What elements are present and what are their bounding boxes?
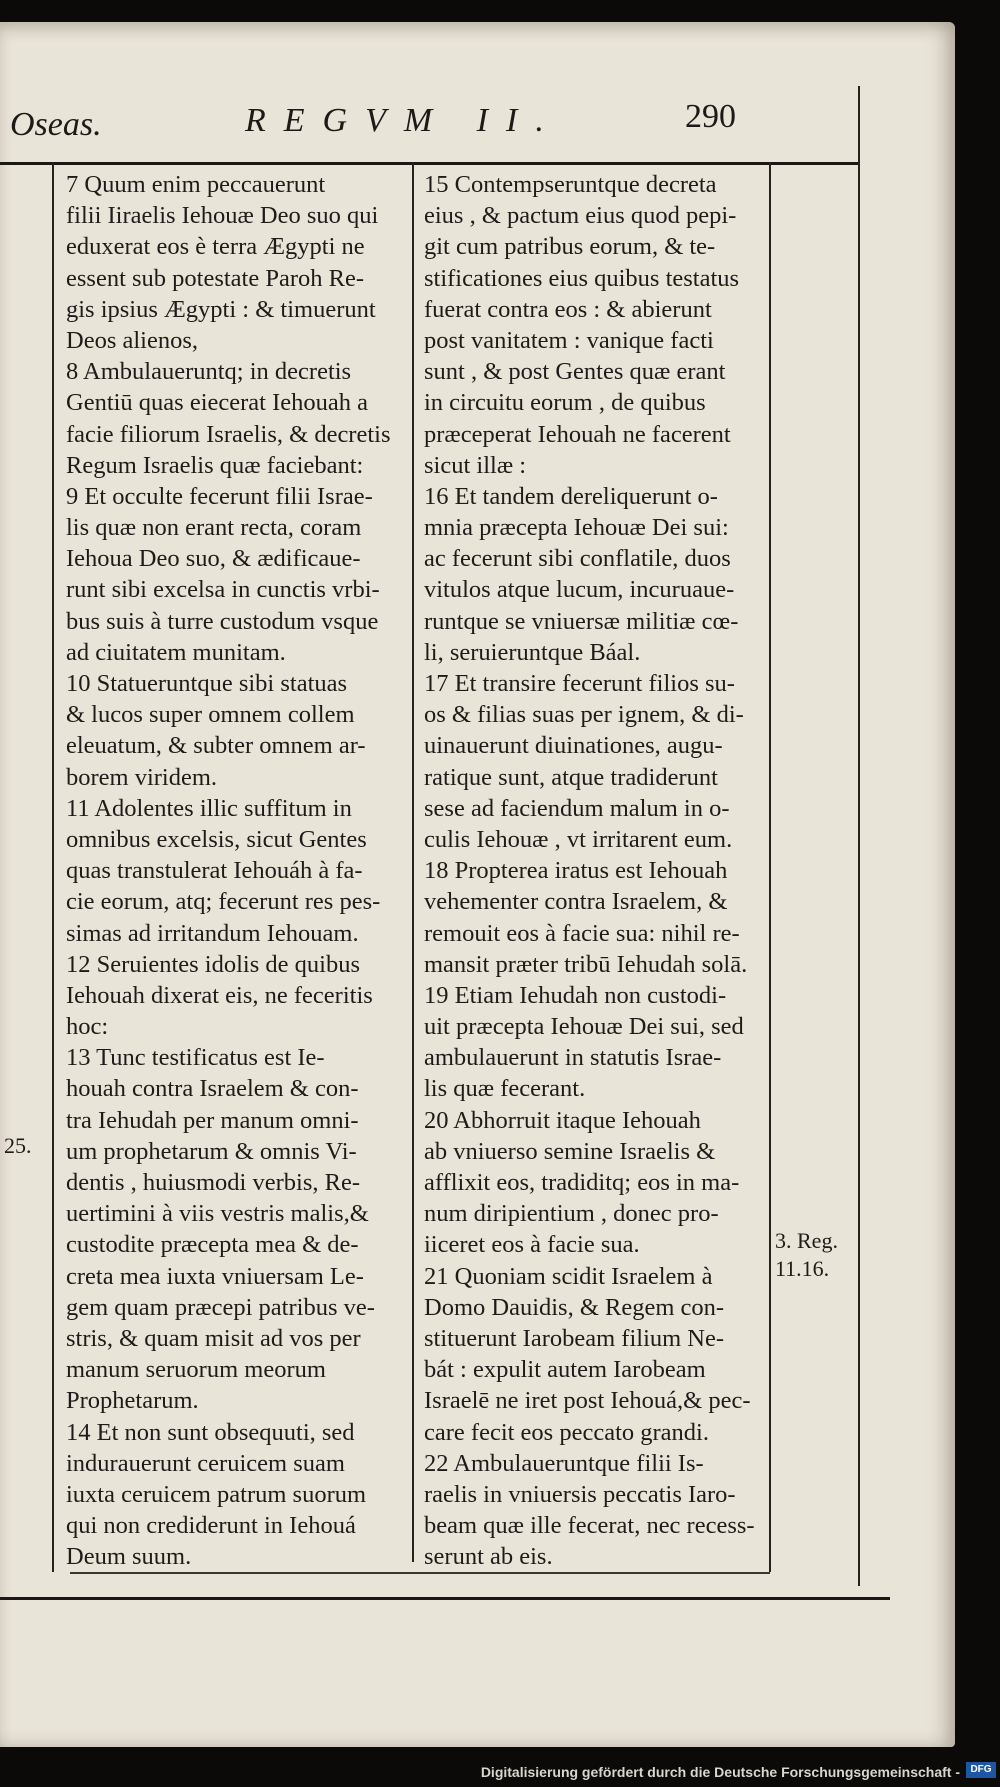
left-column-line: quas transtulerat Iehouáh à fa- [66,857,363,885]
left-column-line: um prophetarum & omnis Vi- [66,1137,357,1165]
right-column-line: stificationes eius quibus testatus [424,264,740,292]
left-margin-note: 25. [4,1133,32,1158]
left-column-line: & lucos super omnem collem [66,701,355,729]
right-column-line: remouit eos à facie sua: nihil re- [424,919,740,947]
left-column-line: essent sub potestate Paroh Re- [66,264,365,292]
left-column-line: simas ad irritandum Iehouam. [66,919,359,947]
right-column-line: 22 Ambulaueruntque filii Is- [424,1449,704,1477]
left-column-line: Gentiū quas eiecerat Iehouah a [66,389,369,417]
left-column-line: eduxerat eos è terra Ægypti ne [66,233,365,261]
right-column-line: afflixit eos, tradiditq; eos in ma- [424,1169,740,1196]
right-column-line: sicut illæ : [424,451,527,479]
left-column-line: 12 Seruientes idolis de quibus [66,950,360,978]
column-divider [412,162,414,1562]
left-column-line: omnibus excelsis, sicut Gentes [66,825,367,853]
margin-rule [858,86,860,1586]
right-column-line: bát : expulit autem Iarobeam [424,1356,706,1384]
footer-credit: Digitalisierung gefördert durch die Deutsche Forschungsgemeinschaft - [480,1764,960,1780]
left-column-line: filii Iiraelis Iehouæ Deo suo qui [66,202,379,230]
running-head-title: REGVM II. [245,102,562,139]
right-column-line: Israelē ne iret post Iehouá,& pec- [424,1387,751,1415]
left-column-line: cie eorum, atq; fecerunt res pes- [66,888,381,916]
right-column-line: serunt ab eis. [424,1543,553,1571]
right-column-line: lis quæ fecerant. [424,1075,586,1103]
running-head [0,78,870,148]
right-margin-note-verse: 11.16. [775,1256,830,1281]
right-column-line: num diripientium , donec pro- [424,1200,719,1228]
right-column-line: ac fecerunt sibi conflatile, duos [424,545,731,573]
right-column-line: 20 Abhorruit itaque Iehouah [424,1106,701,1134]
left-column-line: gis ipsius Ægypti : & timuerunt [66,295,376,323]
left-column-line: houah contra Israelem & con- [66,1075,359,1103]
left-column-line: creta mea iuxta vniuersam Le- [66,1262,364,1290]
right-column-line: vitulos atque lucum, incuruaue- [424,576,735,604]
right-column-line: eius , & pactum eius quod pepi- [424,202,737,230]
page-bottom-rule [0,1597,890,1600]
right-column-line: fuerat contra eos : & abierunt [424,295,712,323]
left-column-line: tra Iehudah per manum omni- [66,1106,359,1134]
right-column-line: stituerunt Iarobeam filium Ne- [424,1324,725,1352]
left-column-line: Deos alienos, [66,326,198,354]
right-column-line: ab vniuerso semine Israelis & [424,1137,716,1165]
left-column-line: 9 Et occulte fecerunt filii Israe- [66,482,373,510]
right-column-line: mansit præter tribū Iehudah solā. [424,950,748,978]
right-column-line: sunt , & post Gentes quæ erant [424,358,726,386]
right-column-line: iiceret eos à facie sua. [424,1231,640,1259]
right-column-line: runtque se vniuersæ militiæ cœ- [424,607,739,635]
left-column-line: iuxta ceruicem patrum suorum [66,1480,367,1508]
right-column-line: uinauerunt diuinationes, augu- [424,732,723,760]
left-column-line: facie filiorum Israelis, & decretis [66,420,391,448]
left-column-line: qui non crediderunt in Iehouá [66,1512,356,1540]
right-margin-note-ref: 3. Reg. [775,1228,838,1253]
right-column-line: mnia præcepta Iehouæ Dei sui: [424,514,729,542]
left-column-line: 7 Quum enim peccauerunt [66,171,326,198]
right-column-line: 16 Et tandem dereliquerunt o- [424,482,718,510]
book-page [0,22,955,1747]
left-column-line: 11 Adolentes illic suffitum in [66,794,352,822]
left-column-line: 8 Ambulaueruntq; in decretis [66,358,352,386]
page-number: 290 [685,98,736,135]
right-column-line: os & filias suas per ignem, & di- [424,701,744,729]
dfg-logo-icon: DFG [966,1762,996,1778]
running-head-left: Oseas. [10,106,102,143]
right-column-line: 21 Quoniam scidit Israelem à [424,1262,713,1290]
scan-top-border [0,0,1000,22]
left-column-line: lis quæ non erant recta, coram [66,514,362,542]
left-column-line: gem quam præcepi patribus ve- [66,1293,375,1321]
left-column-line: runt sibi excelsa in cunctis vrbi- [66,576,380,604]
right-column-line: ratique sunt, atque tradiderunt [424,763,718,791]
left-column-line: Deum suum. [66,1543,192,1571]
right-column-line: vehementer contra Israelem, & [424,888,728,916]
digitization-footer [0,1752,1000,1787]
right-column-line: beam quæ ille fecerat, nec recess- [424,1512,755,1540]
right-column-line: uit præcepta Iehouæ Dei sui, sed [424,1013,744,1041]
left-column-line: 10 Statueruntque sibi statuas [66,670,348,697]
right-text-column [424,169,764,1572]
left-column-line: Prophetarum. [66,1387,199,1415]
left-text-column [66,169,406,1572]
right-column-line: 17 Et transire fecerunt filios su- [424,670,735,697]
right-margin-note [775,1227,838,1283]
left-column-line: Regum Israelis quæ faciebant: [66,451,364,479]
right-column-line: præceperat Iehouah ne facerent [424,420,731,448]
right-column-line: in circuitu eorum , de quibus [424,389,706,417]
right-column-line: post vanitatem : vanique facti [424,326,714,354]
right-column-line: raelis in vniuersis peccatis Iaro- [424,1480,736,1508]
right-column-line: 15 Contempseruntque decreta [424,171,717,198]
right-column-line: sese ad faciendum malum in o- [424,794,730,822]
left-column-line: eleuatum, & subter omnem ar- [66,732,366,760]
left-column-line: dentis , huiusmodi verbis, Re- [66,1169,360,1196]
left-column-line: bus suis à turre custodum vsque [66,607,379,635]
right-column-line: git cum patribus eorum, & te- [424,233,716,261]
left-column-line: Iehoua Deo suo, & ædificaue- [66,545,361,573]
left-column-line: hoc: [66,1013,109,1041]
right-column-line: ambulauerunt in statutis Israe- [424,1044,722,1072]
left-column-line: indurauerunt ceruicem suam [66,1449,345,1477]
left-column-line: 13 Tunc testificatus est Ie- [66,1044,325,1072]
left-column-line: ad ciuitatem munitam. [66,638,286,666]
left-column-line: custodite præcepta mea & de- [66,1231,359,1259]
right-column-line: li, seruieruntque Báal. [424,638,641,666]
right-column-line: 18 Propterea iratus est Iehouah [424,857,728,885]
left-column-line: manum seruorum meorum [66,1356,326,1384]
left-column-line: 14 Et non sunt obsequuti, sed [66,1418,355,1446]
left-column-line: uertimini à viis vestris malis,& [66,1200,369,1228]
right-column-line: culis Iehouæ , vt irritarent eum. [424,825,733,853]
left-column-line: Iehouah dixerat eis, ne feceritis [66,981,373,1009]
left-column-line: stris, & quam misit ad vos per [66,1324,361,1352]
right-column-line: Domo Dauidis, & Regem con- [424,1293,725,1321]
right-column-line: care fecit eos peccato grandi. [424,1418,709,1446]
left-column-line: borem viridem. [66,763,218,791]
right-column-line: 19 Etiam Iehudah non custodi- [424,981,727,1009]
